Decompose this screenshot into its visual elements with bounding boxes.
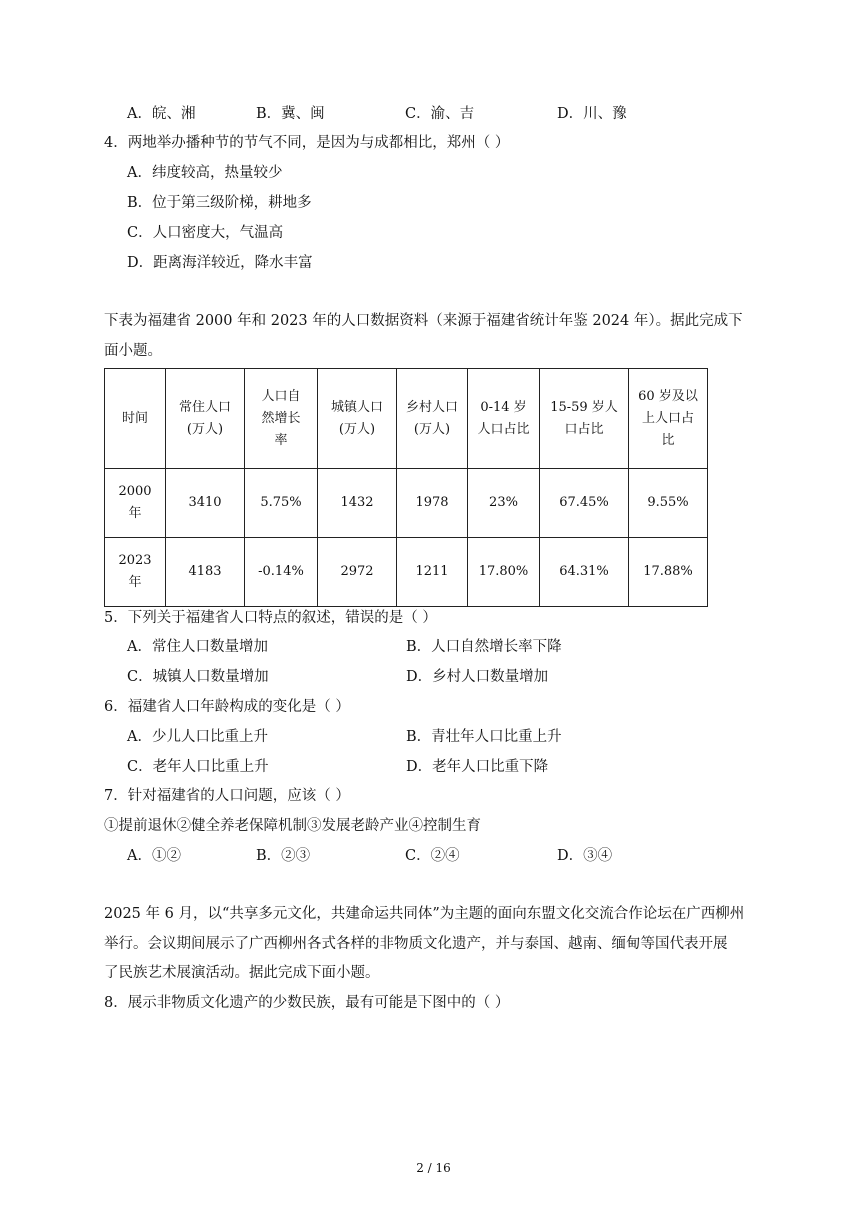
table-cell: 23% <box>468 469 540 538</box>
q3-option-d: D．川、豫 <box>557 106 627 122</box>
q7-stem: 7．针对福建省的人口问题，应该（ ） <box>104 788 350 804</box>
table-cell: 3410 <box>166 469 245 538</box>
q4-option-b: B．位于第三级阶梯，耕地多 <box>127 195 312 211</box>
table-cell: 2000 年 <box>105 469 166 538</box>
table-cell: 2972 <box>318 538 397 607</box>
header-cell: 0-14 岁人口占比 <box>468 369 540 469</box>
population-table <box>104 368 708 607</box>
table-cell: 9.55% <box>629 469 708 538</box>
table-cell: 2023 年 <box>105 538 166 607</box>
q3-option-a: A．皖、湘 <box>127 106 196 122</box>
table-row <box>105 469 708 538</box>
q7-option-c: C．②④ <box>405 848 460 864</box>
q5-option-a: A．常住人口数量增加 <box>127 639 268 655</box>
q4-option-d: D．距离海洋较近，降水丰富 <box>127 255 313 271</box>
table-cell: 17.80% <box>468 538 540 607</box>
intro-forum-line3: 了民族艺术展演活动。据此完成下面小题。 <box>104 965 380 981</box>
table-row <box>105 538 708 607</box>
q4-option-c: C．人口密度大，气温高 <box>127 225 284 241</box>
table-cell: 67.45% <box>540 469 629 538</box>
q3-option-b: B．冀、闽 <box>256 106 325 122</box>
q5-option-b: B．人口自然增长率下降 <box>406 639 562 655</box>
q7-option-d: D．③④ <box>557 848 613 864</box>
header-cell: 60 岁及以上人口占比 <box>629 369 708 469</box>
q7-option-a: A．①② <box>127 848 181 864</box>
table-cell: 5.75% <box>245 469 318 538</box>
intro-table-line1: 下表为福建省 2000 年和 2023 年的人口数据资料（来源于福建省统计年鉴 2024 年）。据此完成下 <box>104 313 743 329</box>
q6-option-a: A．少儿人口比重上升 <box>127 729 268 745</box>
header-cell: 乡村人口(万人) <box>397 369 468 469</box>
table-cell: -0.14% <box>245 538 318 607</box>
table-header-row <box>105 369 708 469</box>
table-cell: 1978 <box>397 469 468 538</box>
table-cell: 1432 <box>318 469 397 538</box>
q6-stem: 6．福建省人口年龄构成的变化是（ ） <box>104 699 350 715</box>
header-cell: 城镇人口(万人) <box>318 369 397 469</box>
q4-stem: 4．两地举办播种节的节气不同，是因为与成都相比，郑州（ ） <box>104 135 510 151</box>
page-number: 2 / 16 <box>416 1161 451 1175</box>
q5-stem: 5．下列关于福建省人口特点的叙述，错误的是（ ） <box>104 610 437 626</box>
table-cell: 17.88% <box>629 538 708 607</box>
table-cell: 4183 <box>166 538 245 607</box>
header-cell: 时间 <box>105 369 166 469</box>
header-cell: 15-59 岁人口占比 <box>540 369 629 469</box>
q8-stem: 8．展示非物质文化遗产的少数民族，最有可能是下图中的（ ） <box>104 995 510 1011</box>
table-cell: 1211 <box>397 538 468 607</box>
q4-option-a: A．纬度较高，热量较少 <box>127 165 283 181</box>
header-cell: 人口自然增长率 <box>245 369 318 469</box>
header-cell: 常住人口(万人) <box>166 369 245 469</box>
table-cell: 64.31% <box>540 538 629 607</box>
intro-table-line2: 面小题。 <box>104 343 162 359</box>
q6-option-c: C．老年人口比重上升 <box>127 759 269 775</box>
q5-option-c: C．城镇人口数量增加 <box>127 669 269 685</box>
q7-option-b: B．②③ <box>256 848 311 864</box>
intro-forum-line2: 举行。会议期间展示了广西柳州各式各样的非物质文化遗产，并与泰国、越南、缅甸等国代表开展 <box>104 936 728 952</box>
q3-option-c: C．渝、吉 <box>405 106 475 122</box>
intro-forum-line1: 2025 年 6 月，以“共享多元文化，共建命运共同体”为主题的面向东盟文化交流合作论坛在广西柳州 <box>104 906 745 922</box>
q5-option-d: D．乡村人口数量增加 <box>406 669 549 685</box>
q6-option-d: D．老年人口比重下降 <box>406 759 549 775</box>
q6-option-b: B．青壮年人口比重上升 <box>406 729 562 745</box>
q7-items: ①提前退休②健全养老保障机制③发展老龄产业④控制生育 <box>104 818 481 834</box>
